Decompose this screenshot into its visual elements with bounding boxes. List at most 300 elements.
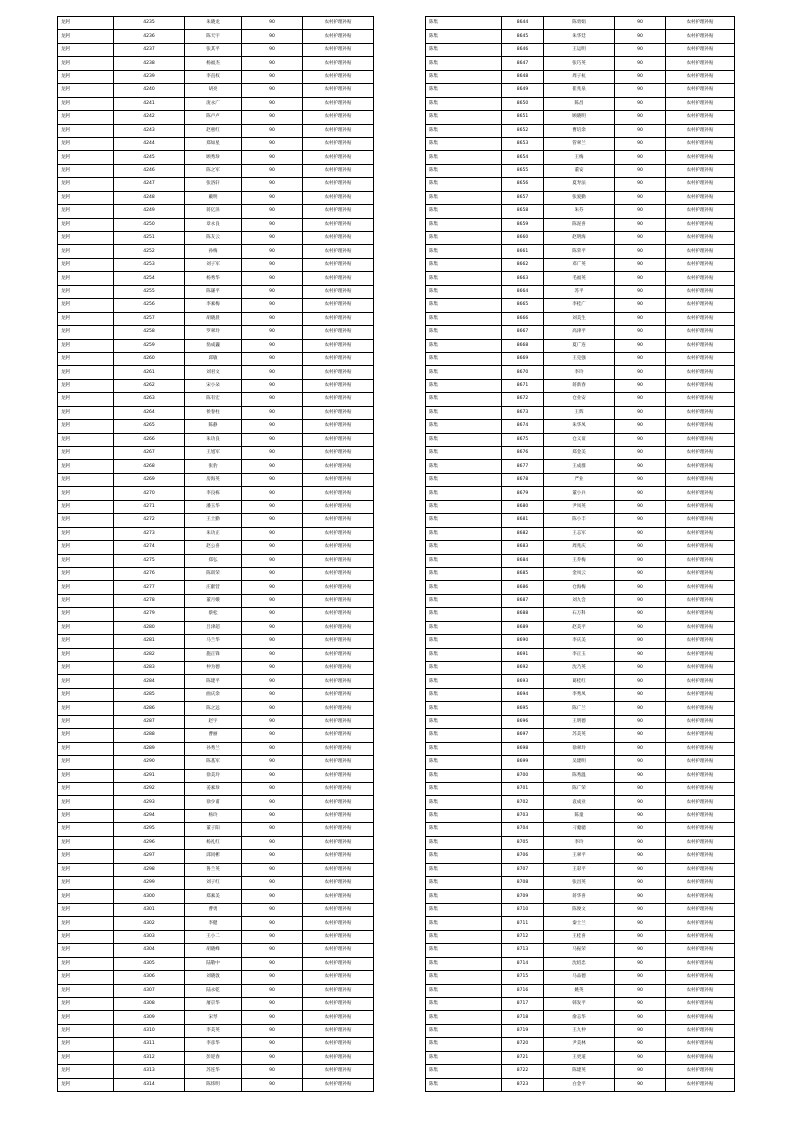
amount-cell: 90: [242, 554, 303, 567]
town-cell: 陈集: [426, 111, 502, 124]
subsidy-type-cell: 农村护理补贴: [666, 917, 735, 930]
table-row: [426, 406, 735, 419]
table-row: [426, 500, 735, 513]
name-cell: 李秀凤: [544, 688, 615, 701]
subsidy-type-cell: 农村护理补贴: [666, 796, 735, 809]
serial-number-cell: 4308: [114, 997, 185, 1010]
name-cell: 周兆庆: [544, 541, 615, 554]
table-row: [426, 420, 735, 433]
town-cell: 陈集: [426, 447, 502, 460]
amount-cell: 90: [615, 675, 666, 688]
table-row: [426, 258, 735, 271]
amount-cell: 90: [615, 137, 666, 150]
serial-number-cell: 4237: [114, 43, 185, 56]
table-row: [426, 997, 735, 1010]
table-row: [58, 554, 374, 567]
subsidy-type-cell: 农村护理补贴: [303, 890, 374, 903]
amount-cell: 90: [615, 447, 666, 460]
table-row: [426, 460, 735, 473]
town-cell: 龙阿: [58, 285, 114, 298]
subsidy-type-cell: 农村护理补贴: [666, 258, 735, 271]
town-cell: 陈集: [426, 205, 502, 218]
name-cell: 张巧英: [544, 57, 615, 70]
name-cell: 张爱勤: [544, 191, 615, 204]
serial-number-cell: 8716: [502, 984, 544, 997]
town-cell: 龙阿: [58, 796, 114, 809]
serial-number-cell: 8663: [502, 272, 544, 285]
amount-cell: 90: [615, 554, 666, 567]
table-row: [58, 702, 374, 715]
name-cell: 姚英: [544, 984, 615, 997]
name-cell: 崔兆泉: [544, 84, 615, 97]
subsidy-type-cell: 农村护理补贴: [303, 930, 374, 943]
serial-number-cell: 4252: [114, 245, 185, 258]
town-cell: 陈集: [426, 890, 502, 903]
amount-cell: 90: [615, 702, 666, 715]
amount-cell: 90: [615, 944, 666, 957]
town-cell: 陈集: [426, 164, 502, 177]
amount-cell: 90: [242, 1051, 303, 1064]
amount-cell: 90: [615, 218, 666, 231]
serial-number-cell: 8708: [502, 877, 544, 890]
serial-number-cell: 8667: [502, 326, 544, 339]
name-cell: 徐美玲: [185, 769, 242, 782]
town-cell: 龙阿: [58, 205, 114, 218]
subsidy-type-cell: 农村护理补贴: [303, 621, 374, 634]
town-cell: 陈集: [426, 191, 502, 204]
town-cell: 陈集: [426, 809, 502, 822]
amount-cell: 90: [615, 205, 666, 218]
subsidy-type-cell: 农村护理补贴: [303, 581, 374, 594]
table-row: [426, 299, 735, 312]
subsidy-type-cell: 农村护理补贴: [303, 420, 374, 433]
subsidy-type-cell: 农村护理补贴: [666, 460, 735, 473]
amount-cell: 90: [242, 608, 303, 621]
name-cell: 赵宇: [185, 715, 242, 728]
town-cell: 龙阿: [58, 554, 114, 567]
subsidy-type-cell: 农村护理补贴: [303, 406, 374, 419]
serial-number-cell: 4276: [114, 567, 185, 580]
serial-number-cell: 8717: [502, 997, 544, 1010]
subsidy-type-cell: 农村护理补贴: [303, 997, 374, 1010]
subsidy-type-cell: 农村护理补贴: [666, 514, 735, 527]
table-row: [58, 500, 374, 513]
town-cell: 陈集: [426, 43, 502, 56]
subsidy-type-cell: 农村护理补贴: [303, 715, 374, 728]
serial-number-cell: 4249: [114, 205, 185, 218]
name-cell: 李良栋: [185, 487, 242, 500]
subsidy-type-cell: 农村护理补贴: [666, 218, 735, 231]
name-cell: 李素梅: [185, 299, 242, 312]
subsidy-type-cell: 农村护理补贴: [303, 514, 374, 527]
serial-number-cell: 4305: [114, 957, 185, 970]
town-cell: 陈集: [426, 944, 502, 957]
town-cell: 陈集: [426, 702, 502, 715]
amount-cell: 90: [242, 527, 303, 540]
serial-number-cell: 8649: [502, 84, 544, 97]
town-cell: 龙阿: [58, 17, 114, 30]
subsidy-type-cell: 农村护理补贴: [303, 648, 374, 661]
subsidy-type-cell: 农村护理补贴: [666, 971, 735, 984]
amount-cell: 90: [615, 514, 666, 527]
subsidy-type-cell: 农村护理补贴: [666, 742, 735, 755]
town-cell: 陈集: [426, 1051, 502, 1064]
serial-number-cell: 8676: [502, 447, 544, 460]
name-cell: 陈静: [185, 420, 242, 433]
amount-cell: 90: [242, 245, 303, 258]
table-row: [58, 379, 374, 392]
name-cell: 张昌英: [544, 877, 615, 890]
subsidy-type-cell: 农村护理补贴: [303, 850, 374, 863]
name-cell: 王梅: [544, 151, 615, 164]
table-row: [58, 339, 374, 352]
serial-number-cell: 4283: [114, 662, 185, 675]
town-cell: 陈集: [426, 1078, 502, 1091]
subsidy-type-cell: 农村护理补贴: [666, 823, 735, 836]
serial-number-cell: 4284: [114, 675, 185, 688]
serial-number-cell: 8675: [502, 433, 544, 446]
amount-cell: 90: [242, 70, 303, 83]
name-cell: 徐少甫: [185, 796, 242, 809]
town-cell: 陈集: [426, 903, 502, 916]
subsidy-type-cell: 农村护理补贴: [303, 70, 374, 83]
town-cell: 龙阿: [58, 57, 114, 70]
table-row: [58, 608, 374, 621]
table-row: [58, 944, 374, 957]
table-row: [426, 702, 735, 715]
subsidy-type-cell: 农村护理补贴: [303, 124, 374, 137]
subsidy-type-cell: 农村护理补贴: [666, 97, 735, 110]
town-cell: 龙阿: [58, 137, 114, 150]
subsidy-type-cell: 农村护理补贴: [666, 299, 735, 312]
name-cell: 姜素珍: [185, 782, 242, 795]
serial-number-cell: 4295: [114, 823, 185, 836]
serial-number-cell: 4245: [114, 151, 185, 164]
name-cell: 夏广连: [544, 339, 615, 352]
subsidy-type-cell: 农村护理补贴: [666, 312, 735, 325]
subsidy-type-cell: 农村护理补贴: [666, 473, 735, 486]
subsidy-type-cell: 农村护理补贴: [666, 984, 735, 997]
table-row: [58, 809, 374, 822]
name-cell: 朱功良: [185, 433, 242, 446]
name-cell: 李桂广: [544, 299, 615, 312]
name-cell: 陈荣平: [544, 245, 615, 258]
town-cell: 龙阿: [58, 84, 114, 97]
subsidy-type-cell: 农村护理补贴: [666, 30, 735, 43]
serial-number-cell: 4298: [114, 863, 185, 876]
serial-number-cell: 8654: [502, 151, 544, 164]
table-row: [58, 30, 374, 43]
name-cell: 朱晓龙: [185, 17, 242, 30]
subsidy-type-cell: 农村护理补贴: [666, 191, 735, 204]
subsidy-type-cell: 农村护理补贴: [303, 1051, 374, 1064]
town-cell: 陈集: [426, 433, 502, 446]
town-cell: 龙阿: [58, 903, 114, 916]
name-cell: 李庆美: [544, 635, 615, 648]
serial-number-cell: 8666: [502, 312, 544, 325]
amount-cell: 90: [615, 285, 666, 298]
table-row: [58, 151, 374, 164]
amount-cell: 90: [242, 863, 303, 876]
serial-number-cell: 4263: [114, 393, 185, 406]
amount-cell: 90: [615, 1051, 666, 1064]
table-row: [426, 473, 735, 486]
subsidy-type-cell: 农村护理补贴: [303, 299, 374, 312]
name-cell: 李彦华: [185, 1038, 242, 1051]
serial-number-cell: 4246: [114, 164, 185, 177]
table-row: [58, 836, 374, 849]
name-cell: 刘美生: [544, 312, 615, 325]
town-cell: 龙阿: [58, 447, 114, 460]
town-cell: 陈集: [426, 473, 502, 486]
table-row: [58, 164, 374, 177]
name-cell: 庞永广: [185, 97, 242, 110]
town-cell: 龙阿: [58, 702, 114, 715]
subsidy-type-cell: 农村护理补贴: [303, 769, 374, 782]
amount-cell: 90: [615, 43, 666, 56]
subsidy-type-cell: 农村护理补贴: [666, 702, 735, 715]
table-row: [58, 366, 374, 379]
serial-number-cell: 4294: [114, 809, 185, 822]
town-cell: 龙阿: [58, 514, 114, 527]
table-row: [426, 635, 735, 648]
amount-cell: 90: [242, 258, 303, 271]
amount-cell: 90: [615, 688, 666, 701]
name-cell: 王桂喜: [544, 930, 615, 943]
subsidy-type-cell: 农村护理补贴: [303, 1038, 374, 1051]
serial-number-cell: 8693: [502, 675, 544, 688]
serial-number-cell: 8722: [502, 1065, 544, 1078]
amount-cell: 90: [242, 326, 303, 339]
subsidy-type-cell: 农村护理补贴: [666, 648, 735, 661]
town-cell: 龙阿: [58, 729, 114, 742]
subsidy-type-cell: 农村护理补贴: [666, 554, 735, 567]
town-cell: 陈集: [426, 84, 502, 97]
amount-cell: 90: [615, 272, 666, 285]
amount-cell: 90: [242, 756, 303, 769]
table-row: [58, 1065, 374, 1078]
serial-number-cell: 4257: [114, 312, 185, 325]
serial-number-cell: 8712: [502, 930, 544, 943]
town-cell: 陈集: [426, 299, 502, 312]
name-cell: 胡晓峰: [185, 944, 242, 957]
table-row: [58, 567, 374, 580]
name-cell: 沈乃英: [544, 662, 615, 675]
name-cell: 王更道: [544, 1051, 615, 1064]
town-cell: 龙阿: [58, 890, 114, 903]
name-cell: 赵明海: [544, 232, 615, 245]
town-cell: 龙阿: [58, 70, 114, 83]
town-cell: 陈集: [426, 675, 502, 688]
amount-cell: 90: [242, 460, 303, 473]
amount-cell: 90: [242, 111, 303, 124]
amount-cell: 90: [242, 299, 303, 312]
subsidy-type-cell: 农村护理补贴: [303, 903, 374, 916]
name-cell: 王小二: [185, 930, 242, 943]
table-row: [426, 823, 735, 836]
table-row: [426, 205, 735, 218]
table-row: [58, 312, 374, 325]
table-row: [426, 84, 735, 97]
name-cell: 曹丽: [185, 729, 242, 742]
name-cell: 孙梅: [185, 245, 242, 258]
town-cell: 陈集: [426, 272, 502, 285]
town-cell: 陈集: [426, 984, 502, 997]
serial-number-cell: 4278: [114, 594, 185, 607]
table-row: [426, 930, 735, 943]
serial-number-cell: 4255: [114, 285, 185, 298]
serial-number-cell: 4272: [114, 514, 185, 527]
subsidy-type-cell: 农村护理补贴: [303, 285, 374, 298]
amount-cell: 90: [242, 890, 303, 903]
serial-number-cell: 4268: [114, 460, 185, 473]
serial-number-cell: 4297: [114, 850, 185, 863]
name-cell: 曲庆余: [185, 688, 242, 701]
subsidy-type-cell: 农村护理补贴: [666, 137, 735, 150]
name-cell: 董安: [544, 164, 615, 177]
table-row: [426, 957, 735, 970]
serial-number-cell: 8653: [502, 137, 544, 150]
table-row: [58, 137, 374, 150]
amount-cell: 90: [242, 702, 303, 715]
name-cell: 陈有宏: [185, 393, 242, 406]
name-cell: 毛福英: [544, 272, 615, 285]
subsidy-type-cell: 农村护理补贴: [666, 17, 735, 30]
serial-number-cell: 4279: [114, 608, 185, 621]
name-cell: 陈基军: [185, 756, 242, 769]
town-cell: 陈集: [426, 850, 502, 863]
name-cell: 罗翠玲: [185, 326, 242, 339]
table-row: [58, 178, 374, 191]
table-row: [58, 17, 374, 30]
table-row: [426, 366, 735, 379]
name-cell: 陈俊文: [544, 903, 615, 916]
table-row: [58, 393, 374, 406]
amount-cell: 90: [242, 352, 303, 365]
serial-number-cell: 8645: [502, 30, 544, 43]
table-row: [58, 205, 374, 218]
town-cell: 陈集: [426, 823, 502, 836]
subsidy-type-cell: 农村护理补贴: [303, 137, 374, 150]
serial-number-cell: 8692: [502, 662, 544, 675]
amount-cell: 90: [615, 124, 666, 137]
town-cell: 龙阿: [58, 151, 114, 164]
serial-number-cell: 8646: [502, 43, 544, 56]
serial-number-cell: 8696: [502, 715, 544, 728]
serial-number-cell: 4303: [114, 930, 185, 943]
table-row: [58, 890, 374, 903]
town-cell: 陈集: [426, 715, 502, 728]
amount-cell: 90: [615, 836, 666, 849]
name-cell: 施正锋: [185, 648, 242, 661]
serial-number-cell: 8664: [502, 285, 544, 298]
town-cell: 陈集: [426, 178, 502, 191]
serial-number-cell: 4312: [114, 1051, 185, 1064]
serial-number-cell: 8699: [502, 756, 544, 769]
town-cell: 龙阿: [58, 541, 114, 554]
serial-number-cell: 4259: [114, 339, 185, 352]
subsidy-type-cell: 农村护理补贴: [666, 406, 735, 419]
subsidy-type-cell: 农村护理补贴: [666, 608, 735, 621]
town-cell: 陈集: [426, 232, 502, 245]
subsidy-type-cell: 农村护理补贴: [303, 97, 374, 110]
serial-number-cell: 8655: [502, 164, 544, 177]
serial-number-cell: 4293: [114, 796, 185, 809]
amount-cell: 90: [242, 742, 303, 755]
subsidy-type-cell: 农村护理补贴: [666, 944, 735, 957]
serial-number-cell: 4282: [114, 648, 185, 661]
table-row: [426, 1078, 735, 1091]
subsidy-type-cell: 农村护理补贴: [666, 178, 735, 191]
name-cell: 房海英: [185, 473, 242, 486]
name-cell: 夏寿法: [544, 178, 615, 191]
amount-cell: 90: [242, 796, 303, 809]
subsidy-type-cell: 农村护理补贴: [666, 326, 735, 339]
amount-cell: 90: [615, 715, 666, 728]
table-row: [426, 487, 735, 500]
town-cell: 龙阿: [58, 877, 114, 890]
town-cell: 龙阿: [58, 232, 114, 245]
amount-cell: 90: [615, 339, 666, 352]
name-cell: 石万科: [544, 608, 615, 621]
table-row: [58, 258, 374, 271]
amount-cell: 90: [242, 715, 303, 728]
amount-cell: 90: [615, 366, 666, 379]
table-row: [58, 352, 374, 365]
name-cell: 李美英: [185, 1024, 242, 1037]
town-cell: 龙阿: [58, 756, 114, 769]
amount-cell: 90: [615, 742, 666, 755]
name-cell: 陈泥喜: [544, 218, 615, 231]
amount-cell: 90: [242, 581, 303, 594]
subsidy-type-cell: 农村护理补贴: [303, 823, 374, 836]
subsidy-type-cell: 农村护理补贴: [303, 447, 374, 460]
subsidy-type-cell: 农村护理补贴: [303, 460, 374, 473]
subsidy-type-cell: 农村护理补贴: [303, 756, 374, 769]
name-cell: 王辉: [544, 406, 615, 419]
name-cell: 刘子军: [185, 258, 242, 271]
name-cell: 董子阳: [185, 823, 242, 836]
serial-number-cell: 4287: [114, 715, 185, 728]
table-row: [58, 769, 374, 782]
amount-cell: 90: [615, 850, 666, 863]
town-cell: 陈集: [426, 258, 502, 271]
table-row: [426, 917, 735, 930]
table-row: [58, 782, 374, 795]
name-cell: 陈广兰: [544, 702, 615, 715]
table-row: [58, 406, 374, 419]
amount-cell: 90: [615, 1011, 666, 1024]
town-cell: 龙阿: [58, 272, 114, 285]
name-cell: 尹凤英: [544, 500, 615, 513]
subsidy-type-cell: 农村护理补贴: [303, 30, 374, 43]
table-row: [426, 715, 735, 728]
amount-cell: 90: [615, 232, 666, 245]
subsidy-type-cell: 农村护理补贴: [303, 339, 374, 352]
serial-number-cell: 4260: [114, 352, 185, 365]
serial-number-cell: 4264: [114, 406, 185, 419]
subsidy-type-cell: 农村护理补贴: [303, 1078, 374, 1091]
subsidy-type-cell: 农村护理补贴: [666, 836, 735, 849]
table-row: [426, 742, 735, 755]
subsidy-type-cell: 农村护理补贴: [303, 662, 374, 675]
amount-cell: 90: [615, 151, 666, 164]
table-row: [426, 554, 735, 567]
town-cell: 龙阿: [58, 366, 114, 379]
town-cell: 龙阿: [58, 997, 114, 1010]
town-cell: 龙阿: [58, 191, 114, 204]
table-row: [426, 541, 735, 554]
